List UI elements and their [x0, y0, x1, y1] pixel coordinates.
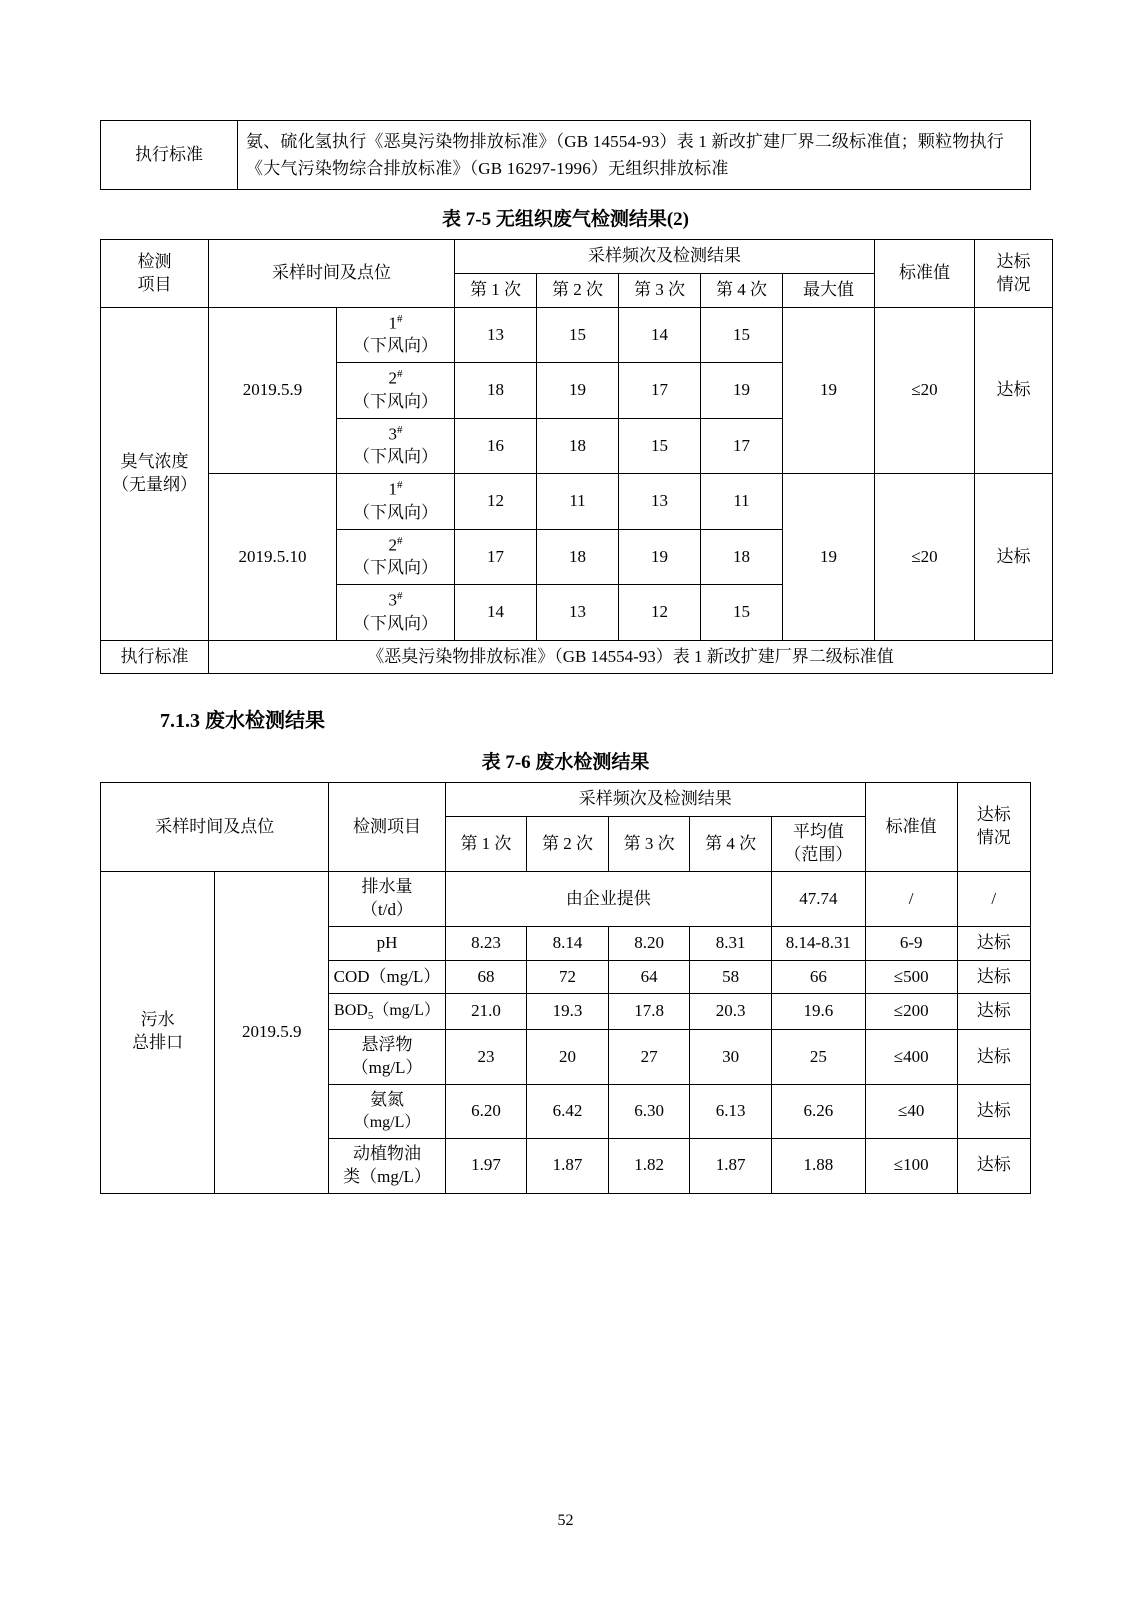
- cell-value: 8.23: [445, 926, 527, 960]
- table-row: [101, 307, 1053, 363]
- cell-value: 11: [701, 474, 783, 530]
- cell-value: 18: [701, 529, 783, 585]
- cell-average: 8.14-8.31: [771, 926, 865, 960]
- header-n3: 第 3 次: [608, 817, 690, 872]
- cell-average: 6.26: [771, 1085, 865, 1139]
- cell-standard: ≤40: [865, 1085, 957, 1139]
- cell-value: 64: [608, 960, 690, 994]
- table-header-row: [101, 240, 1053, 274]
- header-standard: 标准值: [875, 240, 975, 307]
- item-line2: （mg/L）: [353, 1114, 421, 1132]
- table-row: [101, 640, 1053, 674]
- cell-value: 13: [619, 474, 701, 530]
- cell-value: 6.20: [445, 1085, 527, 1139]
- header-time-point: 采样时间及点位: [101, 783, 329, 872]
- cell-point: [337, 585, 455, 641]
- cell-value: 15: [701, 307, 783, 363]
- cell-result: /: [957, 872, 1030, 927]
- point-number: 3#: [388, 423, 403, 444]
- cell-value: 1.97: [445, 1138, 527, 1193]
- cell-result: 达标: [975, 474, 1053, 641]
- cell-value: 12: [619, 585, 701, 641]
- header-average-line2: （范围）: [784, 845, 853, 865]
- cell-standard: 6-9: [865, 926, 957, 960]
- cell-date: 2019.5.10: [209, 474, 337, 641]
- header-max: 最大值: [783, 274, 875, 308]
- cell-value: 20: [527, 1030, 609, 1085]
- cell-value: 27: [608, 1030, 690, 1085]
- cell-result: 达标: [957, 1085, 1030, 1139]
- item-line2: （mg/L）: [351, 1058, 423, 1078]
- cell-average: 19.6: [771, 994, 865, 1030]
- cell-value: 6.30: [608, 1085, 690, 1139]
- header-item-line1: 检测: [137, 251, 172, 271]
- footer-label: 执行标准: [101, 640, 209, 674]
- table-76: [100, 782, 1031, 1193]
- header-item: 检测项目: [329, 783, 445, 872]
- header-result-line2: 情况: [976, 828, 1011, 848]
- point-number: 3#: [388, 590, 403, 610]
- section-heading: 7.1.3 废水检测结果: [160, 710, 325, 733]
- header-standard: 标准值: [865, 783, 957, 872]
- cell-value: 18: [537, 418, 619, 474]
- cell-value: 58: [690, 960, 772, 994]
- cell-value: 14: [455, 585, 537, 641]
- cell-value: 1.87: [527, 1138, 609, 1193]
- cell-result: 达标: [957, 1138, 1030, 1193]
- point-direction: （下风向）: [353, 391, 438, 411]
- cell-result: 达标: [975, 307, 1053, 474]
- header-result-line2: 情况: [996, 274, 1031, 294]
- cell-result: 达标: [957, 994, 1030, 1030]
- item-line1: 氨氮: [370, 1090, 405, 1110]
- header-result-line1: 达标: [996, 251, 1031, 271]
- header-n2: 第 2 次: [537, 274, 619, 308]
- cell-value: 12: [455, 474, 537, 530]
- cell-value: 6.13: [690, 1085, 772, 1139]
- point-direction: （下风向）: [353, 336, 438, 356]
- cell-average: 66: [771, 960, 865, 994]
- cell-average: 1.88: [771, 1138, 865, 1193]
- cell-value: 11: [537, 474, 619, 530]
- cell-value: 18: [455, 363, 537, 419]
- cell-average: 47.74: [771, 872, 865, 927]
- cell-standard: ≤20: [875, 307, 975, 474]
- cell-standard: ≤500: [865, 960, 957, 994]
- point-direction: （下风向）: [353, 447, 438, 467]
- cell-point: [337, 363, 455, 419]
- cell-value: 1.82: [608, 1138, 690, 1193]
- cell-value: 19: [537, 363, 619, 419]
- header-freq-result: 采样频次及检测结果: [445, 783, 865, 817]
- cell-standard: ≤20: [875, 474, 975, 641]
- header-n2: 第 2 次: [527, 817, 609, 872]
- cell-value: 23: [445, 1030, 527, 1085]
- standards-carryover-table: [100, 120, 1031, 190]
- cell-value: 13: [455, 307, 537, 363]
- cell-outlet: [101, 872, 215, 1194]
- standards-label: 执行标准: [101, 121, 238, 190]
- point-direction: （下风向）: [353, 558, 438, 578]
- outlet-line2: 总排口: [132, 1033, 184, 1053]
- item-line1: 悬浮物: [361, 1035, 413, 1055]
- cell-value: 72: [527, 960, 609, 994]
- cell-item: [329, 1138, 445, 1193]
- cell-value: 17.8: [608, 994, 690, 1030]
- header-n4: 第 4 次: [701, 274, 783, 308]
- cell-point: [337, 307, 455, 363]
- table-row: [101, 872, 1031, 927]
- header-n1: 第 1 次: [455, 274, 537, 308]
- point-number: 1#: [388, 312, 403, 333]
- cell-value: 15: [537, 307, 619, 363]
- item-line1: 动植物油: [353, 1143, 422, 1163]
- cell-value: 19: [701, 363, 783, 419]
- cell-standard: ≤400: [865, 1030, 957, 1085]
- point-direction: （下风向）: [353, 613, 438, 633]
- cell-value: 17: [455, 529, 537, 585]
- cell-value: 30: [690, 1030, 772, 1085]
- cell-item: pH: [329, 926, 445, 960]
- header-result: [975, 240, 1053, 307]
- point-direction: （下风向）: [353, 502, 438, 522]
- header-n3: 第 3 次: [619, 274, 701, 308]
- page-number: 52: [557, 1512, 574, 1529]
- standards-content: 氨、硫化氢执行《恶臭污染物排放标准》（GB 14554-93）表 1 新改扩建厂界二级标准值；颗粒物执行《大气污染物综合排放标准》（GB 16297-1996）无组织排放标准: [238, 121, 1031, 190]
- cell-date: 2019.5.9: [209, 307, 337, 474]
- cell-result: 达标: [957, 960, 1030, 994]
- cell-value: 68: [445, 960, 527, 994]
- table-row: [101, 121, 1031, 190]
- cell-result: 达标: [957, 926, 1030, 960]
- header-item: [101, 240, 209, 307]
- cell-value: 15: [701, 585, 783, 641]
- table-75-caption: 表 7-5 无组织废气检测结果(2): [442, 209, 689, 231]
- cell-value: 6.42: [527, 1085, 609, 1139]
- cell-average: 25: [771, 1030, 865, 1085]
- cell-value: 16: [455, 418, 537, 474]
- cell-max: 19: [783, 474, 875, 641]
- header-n1: 第 1 次: [445, 817, 527, 872]
- cell-value: 15: [619, 418, 701, 474]
- cell-max: 19: [783, 307, 875, 474]
- cell-value: 17: [701, 418, 783, 474]
- point-number: 2#: [388, 368, 403, 388]
- table-row: [101, 474, 1053, 530]
- header-item-line2: 项目: [137, 274, 172, 294]
- cell-value: 13: [537, 585, 619, 641]
- cell-value: 14: [619, 307, 701, 363]
- cell-item-name: [101, 307, 209, 640]
- header-result-line1: 达标: [976, 805, 1011, 825]
- table-75: [100, 239, 1053, 674]
- cell-value: 19: [619, 529, 701, 585]
- header-result: [957, 783, 1030, 872]
- table-76-caption: 表 7-6 废水检测结果: [481, 752, 650, 774]
- cell-value: 17: [619, 363, 701, 419]
- header-average: [771, 817, 865, 872]
- cell-item: [329, 872, 445, 927]
- cell-item: $BOD_5(mg/L)$: [329, 994, 445, 1030]
- cell-value: 8.20: [608, 926, 690, 960]
- cell-value: 1.87: [690, 1138, 772, 1193]
- cell-item: COD（mg/L）: [329, 960, 445, 994]
- cell-value: 18: [537, 529, 619, 585]
- cell-merged-note: 由企业提供: [445, 872, 771, 927]
- outlet-line1: 污水: [140, 1010, 175, 1030]
- cell-value: 8.31: [690, 926, 772, 960]
- header-time-point: 采样时间及点位: [209, 240, 455, 307]
- cell-date: 2019.5.9: [215, 872, 329, 1194]
- header-average-line1: 平均值: [792, 822, 844, 842]
- cell-value: 19.3: [527, 994, 609, 1030]
- cell-value: 21.0: [445, 994, 527, 1030]
- cell-result: 达标: [957, 1030, 1030, 1085]
- item-line1: 排水量: [361, 877, 413, 896]
- header-n4: 第 4 次: [690, 817, 772, 872]
- cell-point: [337, 418, 455, 474]
- cell-value: 8.14: [527, 926, 609, 960]
- header-freq-result: 采样频次及检测结果: [455, 240, 875, 274]
- cell-standard: /: [865, 872, 957, 927]
- point-number: 1#: [388, 479, 403, 499]
- item-line2: 类（mg/L）: [343, 1166, 431, 1186]
- cell-item: [329, 1085, 445, 1139]
- item-name-line2: （无量纲）: [112, 474, 197, 494]
- point-number: 2#: [388, 534, 403, 555]
- item-line2: （t/d）: [361, 899, 413, 919]
- cell-standard: ≤100: [865, 1138, 957, 1193]
- cell-value: 20.3: [690, 994, 772, 1030]
- item-name-line1: 臭气浓度: [120, 451, 189, 471]
- cell-standard: ≤200: [865, 994, 957, 1030]
- cell-point: [337, 529, 455, 585]
- cell-item: [329, 1030, 445, 1085]
- footer-content: 《恶臭污染物排放标准》（GB 14554-93）表 1 新改扩建厂界二级标准值: [209, 640, 1053, 674]
- table-header-row: [101, 783, 1031, 817]
- cell-point: [337, 474, 455, 530]
